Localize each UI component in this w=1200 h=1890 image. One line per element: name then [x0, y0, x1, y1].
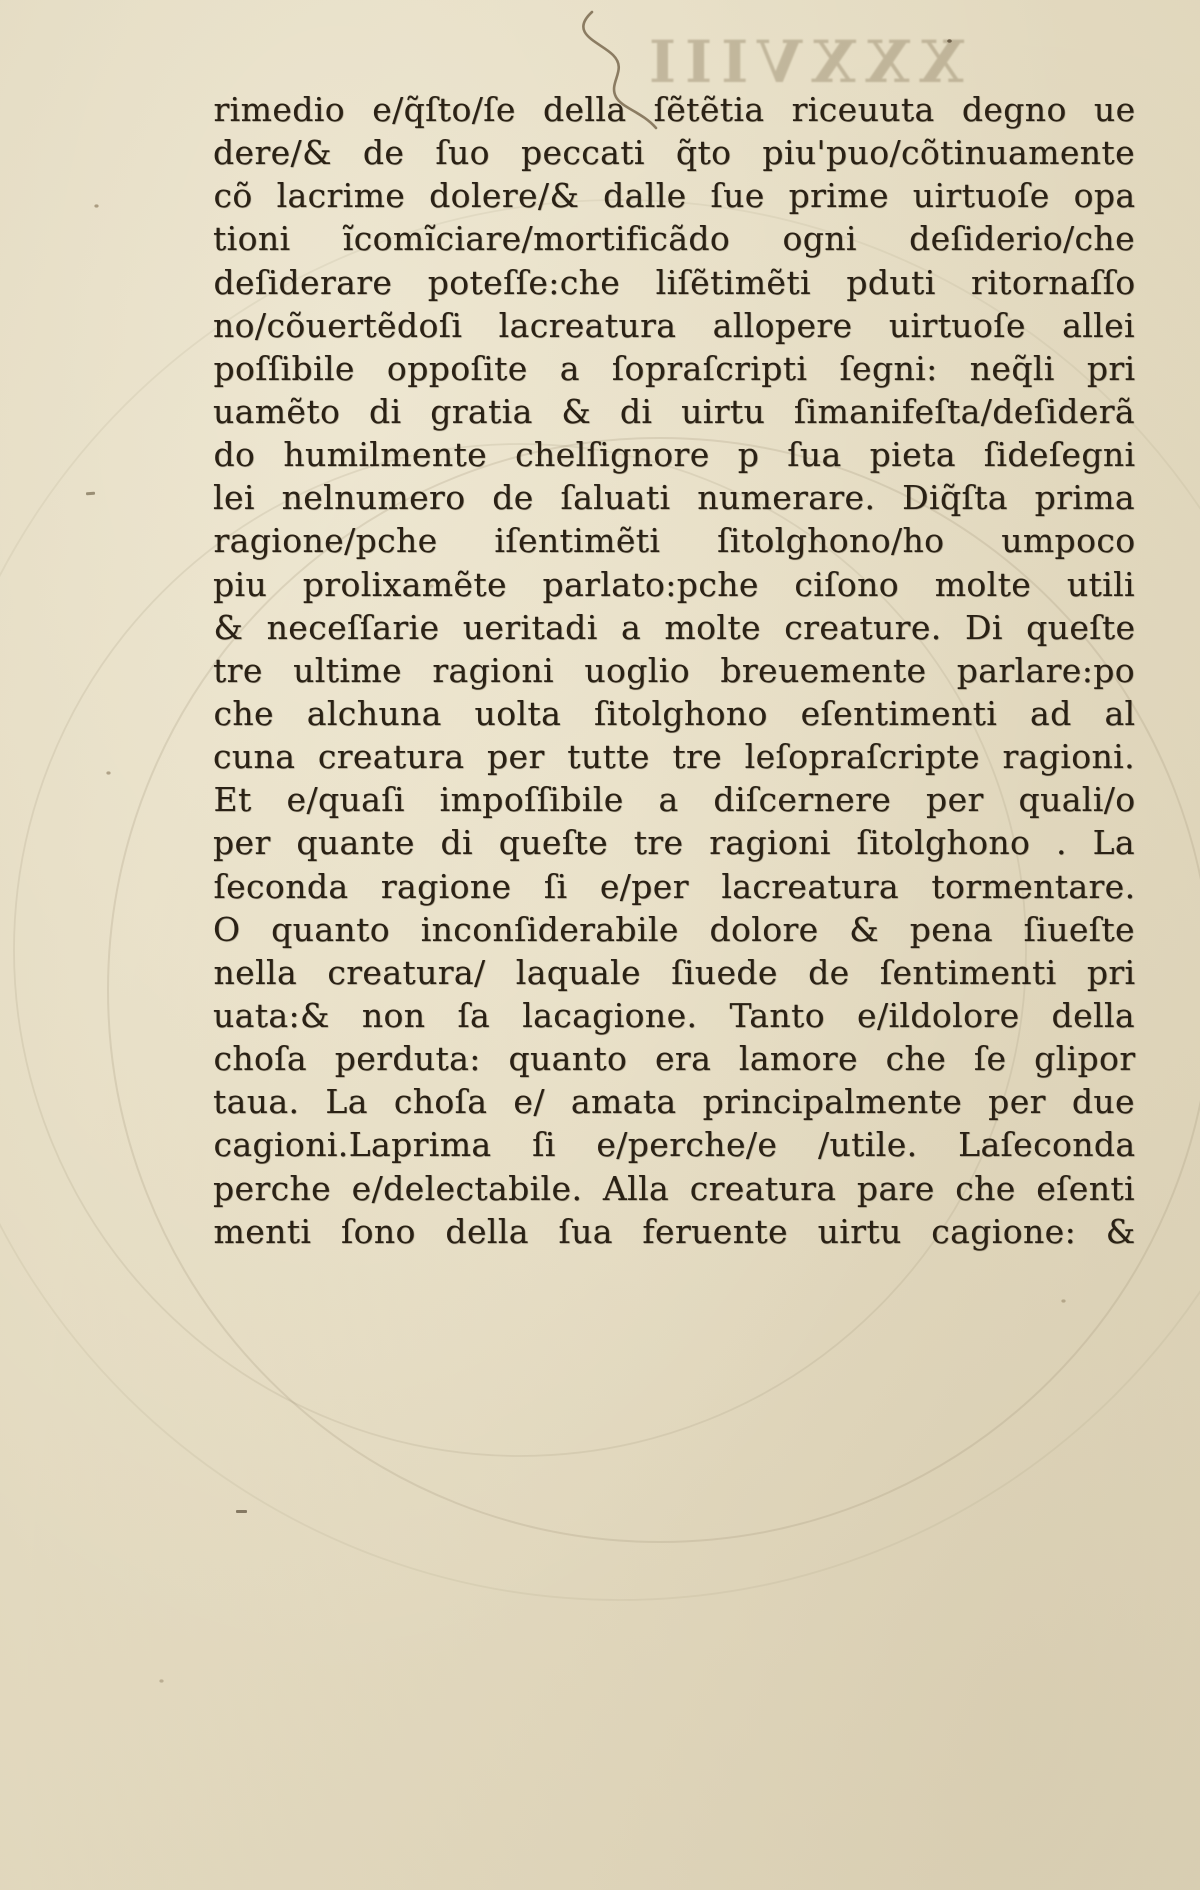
folio-number-showthrough: XXXVIII [640, 28, 965, 96]
text-line: dere/& de ſuo peccati q̃to piu'puo/cõtinuamente [213, 133, 1135, 173]
margin-mark [236, 1510, 247, 1513]
text-line: deſiderare poteſſe:che liſẽtimẽti pduti ritornaſſo [213, 262, 1136, 302]
text-line: piu prolixamẽte parlato:pche ciſono molte utili [213, 564, 1135, 604]
text-line: cagioni.Laprima ſi e/perche/e /utile. Laſeconda [213, 1125, 1136, 1165]
text-line: do humilmente chelſignore p ſua pieta ſideſegni [213, 435, 1136, 475]
text-line: nella creatura/ laquale ſiuede de ſentimenti pri [213, 952, 1136, 992]
text-line: che alchuna uolta ſitolghono eſentimenti ad al [213, 693, 1136, 733]
text-line: Et e/quaſi impoſſibile a diſcernere per quali/o [213, 780, 1136, 820]
text-line: cuna creatura per tutte tre leſopraſcripte ragioni. [213, 737, 1135, 777]
margin-mark [86, 492, 95, 495]
text-line: uata:& non ſa lacagione. Tanto e/ildolore della [213, 995, 1135, 1035]
text-line: poſſibile oppoſite a ſopraſcripti ſegni: neq̃li pri [213, 348, 1136, 388]
text-line: & neceſſarie ueritadi a molte creature. Di queſte [213, 607, 1136, 647]
text-line: tre ultime ragioni uoglio breuemente parlare:po [213, 650, 1135, 690]
text-line: tioni ĩcomĩciare/mortificãdo ogni deſiderio/che [213, 219, 1135, 259]
text-line: lei nelnumero de ſaluati numerare. Diq̃ſta prima [213, 478, 1135, 518]
text-line: cõ lacrime dolere/& dalle ſue prime uirtuoſe opa [213, 176, 1136, 216]
text-line: ragione/pche iſentimẽti ſitolghono/ho umpoco [213, 521, 1136, 561]
text-line: taua. La choſa e/ amata principalmente per due [213, 1082, 1135, 1122]
text-line: perche e/delectabile. Alla creatura pare che eſenti [213, 1168, 1135, 1208]
text-line: rimedio e/q̃ſto/ſe della ſẽtẽtia riceuuta degno ue [213, 90, 1136, 129]
text-line: per quante di queſte tre ragioni ſitolghono . La [213, 823, 1135, 863]
text-line: ſeconda ragione ſi e/per lacreatura tormentare. [213, 866, 1136, 906]
text-line: menti ſono della ſua feruente uirtu cagione: & [213, 1211, 1136, 1251]
text-line: choſa perduta: quanto era lamore che ſe glipor [213, 1039, 1136, 1079]
text-line: O quanto inconſiderabile dolore & pena ſiueſte [213, 909, 1135, 949]
text-line: uamẽto di gratia & di uirtu ſimanifeſta/deſiderã [213, 391, 1135, 431]
paper-specks [0, 0, 3, 2]
text-line: no/cõuertẽdoſi lacreatura allopere uirtuoſe allei [213, 305, 1135, 345]
text-block [213, 88, 1135, 1253]
